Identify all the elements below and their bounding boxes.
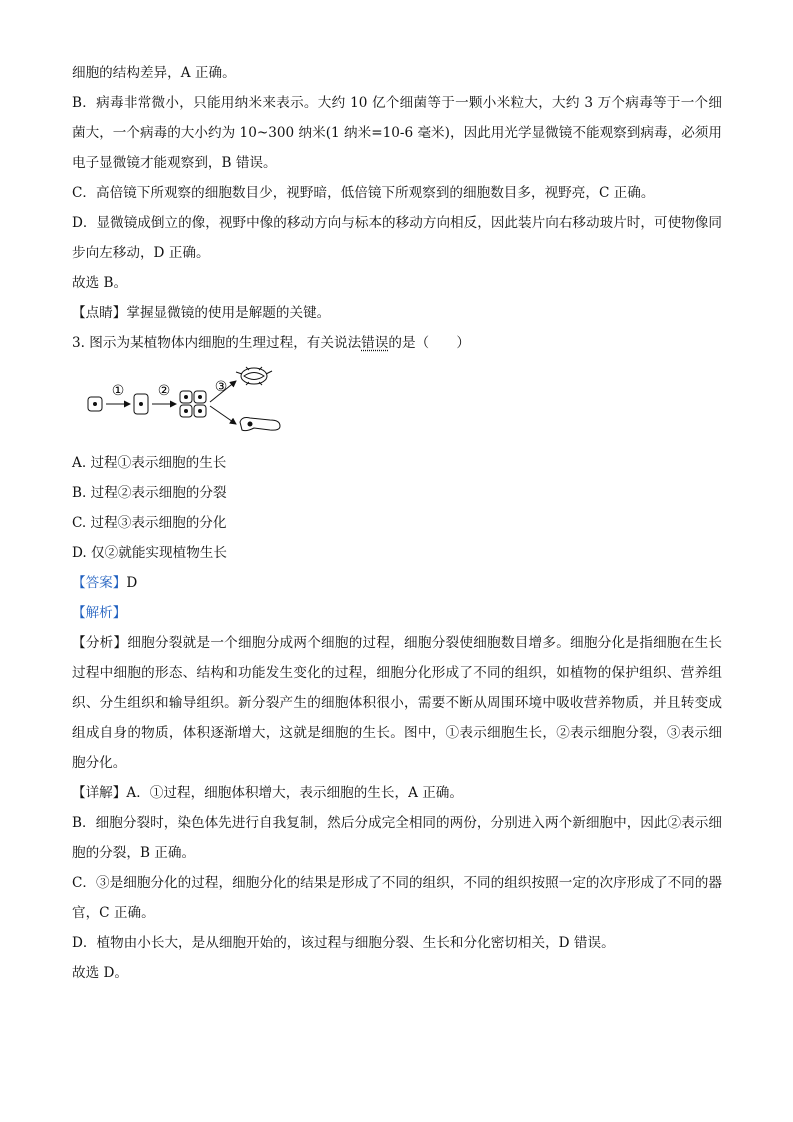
detail-paragraph: 【详解】A．①过程，细胞体积增大，表示细胞的生长，A 正确。: [72, 785, 463, 801]
answer-line: [72, 568, 722, 598]
guard-cells: [236, 367, 272, 385]
key-point-note: 【点睛】掌握显微镜的使用是解题的关键。: [72, 305, 331, 321]
text-paragraph: C．高倍镜下所观察的细胞数目少，视野暗，低倍镜下所观察到的细胞数目多，视野亮，C 正确。: [72, 185, 655, 201]
divided-cells: [180, 391, 206, 417]
question-stem: [72, 328, 722, 358]
step3-label: ③: [214, 379, 228, 395]
cell-nucleus: [93, 402, 97, 406]
step1-label: ①: [111, 383, 125, 399]
answer-value: D: [126, 575, 138, 591]
text-paragraph: D．显微镜成倒立的像，视野中像的移动方向与标本的移动方向相反，因此装片向右移动玻片时，可使物像同步向左移动，D 正确。: [72, 215, 722, 261]
option-b: B. 过程②表示细胞的分裂: [72, 485, 227, 501]
question-prefix: 3. 图示为某植物体内细胞的生理过程，有关说法: [72, 335, 362, 351]
answer-tag: 【答案】: [72, 575, 127, 591]
option-c: C. 过程③表示细胞的分化: [72, 515, 227, 531]
conclusion-line: 故选 D。: [72, 965, 129, 981]
step2-label: ②: [157, 383, 171, 399]
cell-process-diagram: [84, 364, 304, 444]
detail-paragraph: B．细胞分裂时，染色体先进行自我复制，然后分成完全相同的两份，分别进入两个新细胞中，因此②表示细胞的分裂，B 正确。: [72, 815, 722, 861]
cell-nucleus: [139, 402, 143, 406]
analysis-paragraph: 【分析】细胞分裂就是一个细胞分成两个细胞的过程，细胞分裂使细胞数目增多。细胞分化是指细胞在生长过程中细胞的形态、结构和功能发生变化的过程，细胞分化形成了不同的组织，如植物的保护组织、营养组织、分生组织和输导组织。新分裂产生的细胞体积很小，需要不断从周围环境中吸收营养物质，并且转变成组成自身的物质，体积逐渐增大，这就是细胞的生长。图中，①表示细胞生长，②表示细胞分裂，③表示细胞分化。: [72, 635, 722, 771]
text-paragraph: B．病毒非常微小，只能用纳米来表示。大约 10 亿个细菌等于一颗小米粒大，大约 3 万个病毒等于一个细菌大，一个病毒的大小约为 10~300 纳米(1 纳米=10-6 毫米)，因此用光学显微镜不能观察到病毒，必须用电子显微镜才能观察到，B 错误。: [72, 95, 722, 171]
option-a: A. 过程①表示细胞的生长: [72, 455, 227, 471]
document-page: [72, 58, 722, 988]
arrow-step3-down: [210, 406, 236, 424]
analysis-tag: 【解析】: [72, 605, 127, 621]
option-d: D. 仅②就能实现植物生长: [72, 545, 227, 561]
question-suffix: 的是（ ）: [388, 335, 470, 351]
question-emphasis: 错误: [361, 335, 389, 351]
detail-paragraph: C．③是细胞分化的过程，细胞分化的结果是形成了不同的组织，不同的组织按照一定的次序形成了不同的器官，C 正确。: [72, 875, 722, 921]
detail-paragraph: D．植物由小长大，是从细胞开始的，该过程与细胞分裂、生长和分化密切相关，D 错误。: [72, 935, 615, 951]
elongated-cell: [240, 418, 280, 431]
text-line: 故选 B。: [72, 275, 128, 291]
text-line: 细胞的结构差异，A 正确。: [72, 65, 236, 81]
